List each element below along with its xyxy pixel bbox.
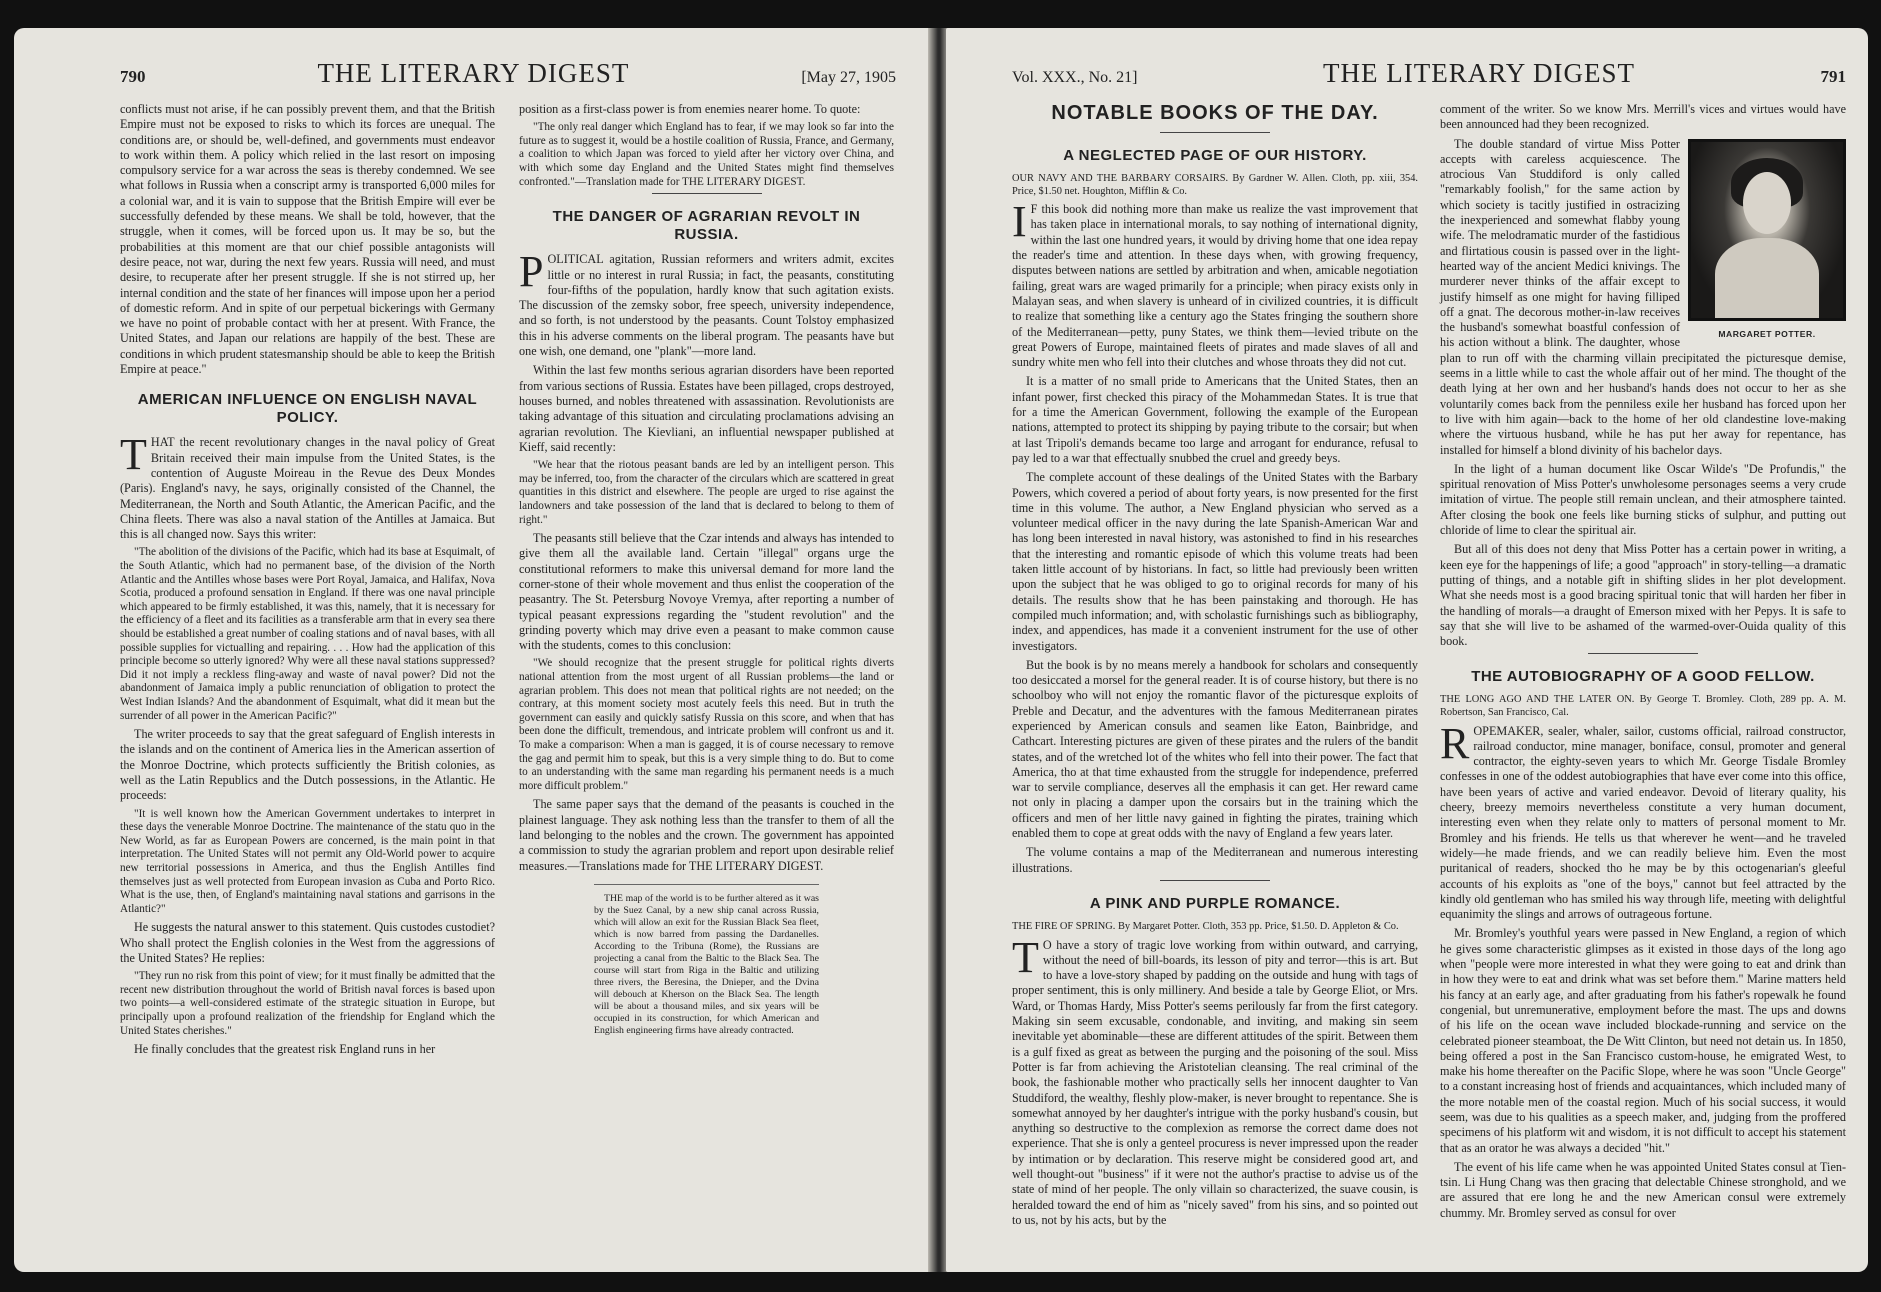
article-heading: A PINK AND PURPLE ROMANCE.: [1089, 894, 1341, 912]
masthead: THE LITERARY DIGEST: [1323, 58, 1635, 88]
quote-paragraph: "We should recognize that the present struggle for political rights diverts national attention from the most urgent of all Russian problems—the land or agrarian problem. This does not mean that political rights are not needed; on the contrary, at this moment society most acutely feels this need. But in truth the government can easily and quickly satisfy Russia on this score, and when that has been done the difficult, tremendous, and intricate problem will confront us and it. To make a comparison: When a man is gagged, it is of course necessary to remove the gag and permit him to speak, but this is a very simple thing to do. But to come to an understanding with the same man regarding his permanent needs is a much more difficult problem.": [519, 657, 894, 792]
left-column-2: [519, 102, 894, 1062]
divider: [1160, 132, 1270, 133]
right-page: [946, 28, 1868, 1272]
portrait-image: [1688, 139, 1846, 321]
page-number: 790: [120, 67, 146, 86]
right-column-2: [1440, 102, 1846, 1232]
paragraph: ROPEMAKER, sealer, whaler, sailor, customs official, railroad constructor, railroad conductor, mine manager, boniface, consul, promoter and general contractor, the eighty-seven years to which Mr. George Tisdale Bromley confesses in one of the oddest autobiographies that have ever come into this office, have been years of active and varied endeavor. Devoid of literary quality, his cheery, breezy memoirs nevertheless constitute a very human document, interesting even when they relate only to matters of personal moment to Mr. Bromley and his friends. He tells us that wherever he went—and he traveled widely—he made friends, and we can readily believe him. Even the most puritanical of readers, shocked tho he may be by this octogenarian's gleeful accounts of his exploits as "one of the boys," cannot but feel attracted by the kindly old gentleman who has smiled his way through life, meeting with delightful equanimity the slings and arrows of outrageous fortune.: [1440, 718, 1846, 922]
right-column-1: [1012, 102, 1418, 1232]
divider: [1160, 880, 1270, 881]
paragraph: comment of the writer. So we know Mrs. Merrill's vices and virtues would have been announced had they been recognized.: [1440, 102, 1846, 132]
paragraph: But the book is by no means merely a handbook for scholars and consequently too desiccated a morsel for the general reader. It is of course history, but there is no schoolboy who will not enjoy the romantic flavor of the picturesque exploits of Preble and Decatur, and the adventures with the famous Mediterranean pirates experienced by American consuls and seamen like Eaton, Bainbridge, and Cathcart. Interesting pictures are given of these pirates and the rulers of the bandit states, and of the wretched lot of the whites who fell into their power. The fact that America, tho at that time exhausted from the struggle for independence, preferred war to servile compliance, deserves all the emphasis it can get. Her reward came not only in placing a damper upon the corsairs but in the training which the officers and men of her little navy gained in fighting the pirates, training which enabled them to cope at great odds with the navy of England a few years later.: [1012, 657, 1418, 841]
page-number: 791: [1820, 67, 1846, 86]
article-heading: A NEGLECTED PAGE OF OUR HISTORY.: [1063, 147, 1367, 164]
masthead: THE LITERARY DIGEST: [317, 58, 630, 88]
volume-number: Vol. XXX., No. 21]: [1012, 69, 1138, 86]
paragraph: T O have a story of tragic love working from within outward, and carrying, without the need of bill-boards, its lesson of pity and terror—this is art. But to have a love-story shaped by padding on the outside and hung with tags of proper sentiment, this is only millinery. And beside a tale by George Eliot, or Mrs. Ward, or Thomas Hardy, Miss Potter's seems perilously far from the first category. Making sin seem excusable, condonable, and inviting, and making sin seem inevitable yet abominable—these are different attitudes of the spirit. Between them is a gulf fixed as great as between the purging and the poisoning of the soul. Miss Potter is far from achieving the Aristotelian cleansing. The real criminal of the book, the fashionable mother who practically sells her innocent daughter to Van Studdiford, the wealthy, fleshly plow-maker, is never brought to repentance. She is somewhat annoyed by her daughter's intrigue with the porky husband's cousin, but anything so destructive to the complexion as remorse the correct dame does not experience. That she is only a genteel procuress is never impressed upon the reader by intimation or by declaration. This reserve might be considered good art, and well thought-out "business" if it were not the author's practise to advise us of the state of mind of her people. The only villain so characterized, the suave cousin, is heralded toward the end of him as "nicely saved" from his sins, and so pointed out to us, not by his acts, but by the: [1012, 932, 1418, 1227]
left-columns: [120, 102, 894, 1062]
paragraph: The complete account of these dealings of the United States with the Barbary Powers, which covered a period of about forty years, is now presented for the first time in this volume. The author, a New England physician who served as a volunteer medical officer in the navy during the late Spanish-American War and has long been interested in naval history, was astonished to find in his researches that the interesting and romantic episode of which this volume treats had been taken little account of by historians. In fact, so little had previously been written upon the subject that he was obliged to go to original records for many of his details. The results show that he has been painstaking and thorough. He has compiled much information; and, with scholastic furnishings such as bibliography, index, and appendices, has made it a convenient instrument for the use of other investigators.: [1012, 470, 1418, 653]
drop-cap: T: [120, 430, 147, 480]
left-page-header: [120, 58, 896, 94]
book-citation: THE LONG AGO AND THE LATER ON. By George T. Bromley. Cloth, 289 pp. A. M. Robertson, San Francisco, Cal.: [1440, 694, 1846, 718]
paragraph: The peasants still believe that the Czar intends and always has intended to give them all the available land. Certain "illegal" organs urge the constitutional reformers to make this universal demand for more land the corner-stone of their whole movement and thus enlist the cooperation of the peasantry. The St. Petersburg Novoye Vremya, after reporting a number of typical peasant expressions regarding the "student revolution" and the grinding poverty which may drive even a peasant to make common cause with the students, comes to this conclusion:: [519, 531, 894, 653]
article-heading: AMERICAN INFLUENCE ON ENGLISH NAVAL POLICY.: [137, 391, 478, 427]
divider: [1588, 653, 1698, 654]
paragraph: THAT the recent revolutionary changes in the naval policy of Great Britain received their main impulse from the United States, is the contention of Auguste Moireau in the Revue des Deux Mondes (Paris). England's navy, he says, originally consisted of the Channel, the Mediterranean, the North and South Atlantic, the American Pacific, and the China fleets. There was also a naval station of the Antilles at Jamaica. But this is all changed now. Says this writer:: [120, 430, 495, 542]
drop-cap: T: [1012, 932, 1039, 982]
article-heading: THE DANGER OF AGRARIAN REVOLT IN RUSSIA.: [552, 208, 861, 244]
quote-paragraph: "The only real danger which England has to fear, if we may look so far into the future as to suggest it, would be a hostile coalition of Russia, France, and Germany, a coalition to which Japan was forced to yield after her victory over China, and with which some day England and the United States might find themselves confronted."—Translation made for THE LITERARY DIGEST.: [519, 121, 894, 188]
drop-cap: P: [519, 247, 544, 297]
photo-caption: MARGARET POTTER.: [1718, 328, 1816, 339]
paragraph: I F this book did nothing more than make us realize the vast improvement that has taken place in international morals, to say nothing of international dignity, within the last one hundred years, it would by driving home that one idea repay the reader's time and attention. In these days when, with growing frequency, disputes between nations are settled by arbitration and when, amicable negotiation failing, great wars are waged primarily for a principle; when piracy exists only in Malayan seas, and when slavery is unheard of in civilized countries, it is difficult to realize that something like a century ago the States fringing the southern shore of the Mediterranean—petty, puny States, we think them—levied tribute on the great Powers of Europe, maintained fleets of pirates and made slaves of all and sundry white men who fell into their clutches and whose throats they did not cut.: [1012, 197, 1418, 370]
article-heading: THE AUTOBIOGRAPHY OF A GOOD FELLOW.: [1471, 668, 1815, 686]
drop-cap: R: [1440, 718, 1470, 768]
right-page-header: [1012, 58, 1846, 94]
portrait-photo: [1688, 139, 1846, 342]
paragraph: Within the last few months serious agrarian disorders have been reported from various sections of Russia. Estates have been pillaged, crops destroyed, houses burned, and nobles threatened with assassination. Revolutionists are taking advantage of this situation and circulating proclamations advising an agrarian revolution. The Kievliani, an influential newspaper published at Kieff, said recently:: [519, 363, 894, 454]
left-column-1: [120, 102, 495, 1062]
book-citation: OUR NAVY AND THE BARBARY CORSAIRS. By Gardner W. Allen. Cloth, pp. xiii, 354. Price, $1.50 net. Houghton, Mifflin & Co.: [1012, 173, 1418, 197]
drop-cap: I: [1012, 197, 1027, 247]
divider: [652, 193, 762, 194]
right-columns: [1012, 102, 1846, 1232]
paragraph: But all of this does not deny that Miss Potter has a certain power in writing, a keen eye for the happenings of life; a good "approach" in story-telling—a dramatic putting of things, and a notable gift in shifting slides in her plot development. What she needs most is a good bracing spiritual tonic that will harden her fiber in the handling of morals—a draught of Emerson mixed with her Pepys. It is safe to say that she will live to be ashamed of the warmed-over-Ouida quality of this book.: [1440, 542, 1846, 649]
issue-date: [May 27, 1905: [801, 69, 896, 86]
paragraph: In the light of a human document like Oscar Wilde's "De Profundis," the spiritual renovation of Miss Potter's unwholesome personages seems a very crude imitation of virtue. The people still remain unclean, and their atmosphere tainted. After closing the book one feels like burning sticks of sulphur, and putting out chloride of lime to clear the spiritual air.: [1440, 461, 1846, 538]
paragraph: He suggests the natural answer to this statement. Quis custodes custodiet? Who shall protect the English colonies in the West from the aggressions of the United States? He replies:: [120, 920, 495, 965]
paragraph: POLITICAL agitation, Russian reformers and writers admit, excites little or no interest in rural Russia; in fact, the peasants, constituting four-fifths of the population, hardly know that such agitation exists. The discussion of the zemsky sobor, free speech, university independence, and so forth, is not understood by the peasants. Count Tolstoy emphasized this in his adverse comments on the liberal program. The peasants have but one wish, one demand, one "plank"—more land.: [519, 247, 894, 359]
quote-paragraph: "It is well known how the American Government undertakes to interpret in these days the venerable Monroe Doctrine. The maintenance of the statu quo in the New World, as far as European Powers are concerned, is the main point in that interpretation. The United States will not permit any Old-World power to acquire new territorial possessions in America, and thus the English Antilles find themselves just as well protected from European invasion as Cuba and Porto Rico. What is the use, then, of England's maintaining naval stations and garrisons in the Atlantic?": [120, 807, 495, 915]
paragraph: The event of his life came when he was appointed United States consul at Tien-tsin. Li Hung Chang was then gracing that delectable Chinese stronghold, and we are assured that ere long he and the new American consul were extremely chummy. Mr. Bromley served as consul for over: [1440, 1159, 1846, 1220]
book-citation: THE FIRE OF SPRING. By Margaret Potter. Cloth, 353 pp. Price, $1.50. D. Appleton & Co.: [1012, 920, 1399, 932]
footnote-text: THE map of the world is to be further altered as it was by the Suez Canal, by a new ship canal across Russia, which will allow an exit for the Russian Black Sea fleet, which is now barred from passing the Dardanelles. According to the Tribuna (Rome), the Russians are projecting a canal from the Baltic to the Black Sea. The course will start from Riga in the Baltic and utilizing three rivers, the Beresina, the Dnieper, and the Dvina will debouch at Kherson on the Black Sea. The length will be about a thousand miles, and six years will be occupied in its construction, for which American and English engineering firms have already contracted.: [594, 892, 819, 1036]
paragraph: position as a first-class power is from enemies nearer home. To quote:: [519, 102, 861, 116]
paragraph: The double standard of virtue Miss Potter accepts with careless acquiescence. The atrocious Van Studdiford is only called "remarkably foolish," for the same action by which society is tacitly justified in ostracizing the inexperienced and somewhat flabby young wife. The melodramatic murder of the fastidious and flirtatious cousin is passed over in the light-hearted way of the ancient Medici knivings. The murderer never thinks of the affair except to justify himself as one might for having filliped off a gnat. The decorous mother-in-law receives the husband's somewhat boastful confession of his action without a blink. The daughter, whose plan to run off with the charming villain precipitated the picturesque demise, seems in a little while to cast the whole affair out of her mind. The thought of the death lying at her own and her husband's hands does not occur to her as she voluntarily comes back from the penniless exile her husband has forced upon her to live with him again—back to the home of her old clandestine love-making where the virtuous husband, while he has put her away for repentance, has installed for himself a blond divinity of his bachelor days.: [1440, 136, 1846, 457]
paragraph: The same paper says that the demand of the peasants is couched in the plainest language. They ask nothing less than the transfer to them of all the land belonging to the nobles and the crown. The government has appointed a commission to study the agrarian problem and report upon desirable relief measures.—Translations made for THE LITERARY DIGEST.: [519, 797, 894, 873]
paragraph: He finally concludes that the greatest risk England runs in her: [134, 1042, 436, 1057]
paragraph: Mr. Bromley's youthful years were passed in New England, a region of which he gives some characteristic glimpses as it existed in those days of the long ago when "people were more interested in what they were going to eat and drink than in how they were to eat and drink what was set before them." Marine matters held his fancy at an early age, and after graduating from his father's ropewalk he found congenial, but unremunerative, employment before the mast. The ups and downs of his life on the ocean wave included blockade-running and service on the celebrated pioneer steamboat, the De Witt Clinton, but need not detain us. In 1850, being offered a post in the San Francisco custom-house, he emigrated West, to make his home thereafter on the Pacific Slope, where he was soon "Uncle George" to a constant increasing host of friends and acquaintances, which included many of the more notable men of the coastal region. Much of his social success, it would seem, was due to his qualities as a speech maker, and, judging from the proffered specimens of his platform wit and wisdom, it is not difficult to accept his statement that as an orator he was always a decided "hit.": [1440, 926, 1846, 1155]
footnote: [594, 884, 819, 1037]
quote-paragraph: "They run no risk from this point of view; for it must finally be admitted that the recent new distribution throughout the world of British naval forces is based upon two points—a well-considered estimate of the strategic situation in Europe, but principally upon a profound realization of the friendship for England which the United States cherishes.": [120, 970, 495, 1037]
paragraph: It is a matter of no small pride to Americans that the United States, then an infant power, first checked this piracy of the Mohammedan States. It is true that for a time the American Government, following the example of the European nations, attempted to protect its shipping by paying tribute to the corsair; but when at last Tripoli's demands became too large and arrogant for endurance, refusal to pay led to a war that effectually snubbed the cruel and greedy beys.: [1012, 374, 1418, 465]
quote-paragraph: "The abolition of the divisions of the Pacific, which had its base at Esquimalt, of the South Atlantic, which had no permanent base, of the division of the North Atlantic and the Antilles whose bases were Port Royal, Jamaica, and Halifax, Nova Scotia, produced a profound sensation in England. If there was one naval principle which appeared to be firmly established, it was this, namely, that it is necessary for the efficiency of a fleet and its facilities as a transferable arm that in every sea there should be established a great number of coaling stations and of naval bases, with all possible supplies for victualling and repairing. . . . How had the application of this principle become so utterly ignored? Why were all these naval stations suppressed? Did it not imply a reckless fling-away and waste of naval power? Did not the abandonment of Jamaica imply a public renunciation of obligation to protect the West Indian Islands? And the abandonment of Esquimalt, what did it mean but the surrender of all power in the American Pacific?": [120, 546, 495, 722]
quote-paragraph: "We hear that the riotous peasant bands are led by an intelligent person. This may be inferred, too, from the character of the circulars which are scattered in great quantities in this district and elsewhere. The people are urged to rise against the landowners and take possession of the land that is declared to belong to them of right.": [519, 459, 894, 526]
left-page: [14, 28, 932, 1272]
paragraph: The volume contains a map of the Mediterranean and numerous interesting illustrations.: [1012, 845, 1418, 875]
paragraph: conflicts must not arise, if he can possibly prevent them, and that the British Empire must not be exposed to risks to which its forces are unequal. The conditions are, or should be, well-defined, and governments must endeavor to work within them. A policy which relied in the last resort on imposing compulsory service for a war across the seas is thereby condemned. We see what follows in Russia when a conscript army is transported 6,000 miles for a colonial war, and it is vain to suppose that the British Empire will ever be successfully defended by these means. We shall be told, however, that the struggle, when it comes, will be forced upon us. It may be so, but the probabilities at this moment are that our chief possible antagonists will desire peace, not war, during the next few years. Russia will need, and must desire, to recuperate after her present struggle. If she is not stirred up, her internal condition and the state of her finances will impose upon her a period of domestic reform. And in spite of our perpetual bickerings with Germany we have no point of probable contact with her at present. With France, the United States, and Japan our relations are happily of the best. These are conditions in which prudent statesmanship should be able to keep the British Empire at peace.": [120, 102, 495, 377]
paragraph: The writer proceeds to say that the great safeguard of English interests in the islands and on the continent of America lies in the American assertion of the Monroe Doctrine, which protects sufficiently the British colonies, as well as the Latin Republics and the Dutch possessions, in the Atlantic. He proceeds:: [120, 727, 495, 803]
section-title: NOTABLE BOOKS OF THE DAY.: [1051, 102, 1379, 124]
